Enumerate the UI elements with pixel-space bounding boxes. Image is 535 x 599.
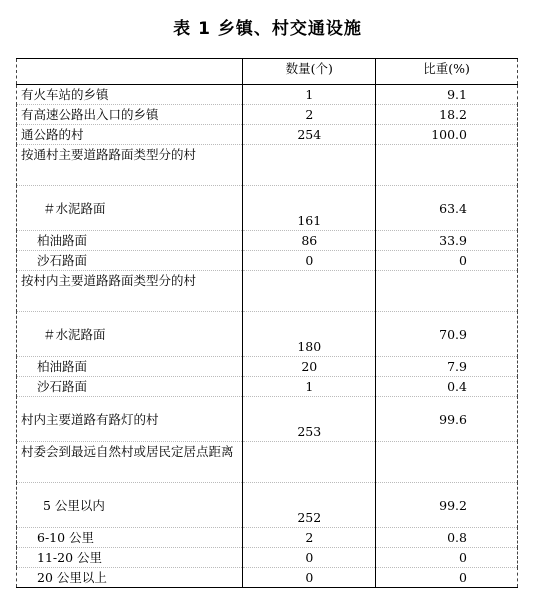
table-row: [17, 483, 518, 528]
row-label: 沙石路面: [17, 251, 243, 271]
table-row: [17, 357, 518, 377]
row-label: 6-10 公里: [17, 528, 243, 548]
table-title: 表 1 乡镇、村交通设施: [173, 19, 362, 39]
table-section-row: [17, 271, 518, 312]
row-count: 254: [243, 125, 376, 145]
row-percentage: [376, 442, 518, 483]
row-percentage: 7.9: [376, 357, 518, 377]
table-section-row: [17, 442, 518, 483]
row-percentage: 99.6: [376, 397, 518, 442]
table-row: [17, 186, 518, 231]
row-label: ＃水泥路面: [17, 186, 243, 231]
row-label: 有火车站的乡镇: [17, 85, 243, 105]
row-count: 86: [243, 231, 376, 251]
row-count: 180: [243, 312, 376, 357]
section-label: 按通村主要道路路面类型分的村: [17, 145, 243, 186]
row-count: [243, 271, 376, 312]
table-row: [17, 312, 518, 357]
table-row: [17, 568, 518, 588]
row-percentage: 99.2: [376, 483, 518, 528]
row-percentage: 9.1: [376, 85, 518, 105]
row-label: 村内主要道路有路灯的村: [17, 397, 243, 442]
table-row: [17, 251, 518, 271]
table-row: [17, 231, 518, 251]
row-percentage: 33.9: [376, 231, 518, 251]
table-row: [17, 377, 518, 397]
row-label: 柏油路面: [17, 357, 243, 377]
table-row: [17, 125, 518, 145]
row-percentage: 0.8: [376, 528, 518, 548]
row-count: 2: [243, 105, 376, 125]
row-count: 20: [243, 357, 376, 377]
row-percentage: 0: [376, 548, 518, 568]
row-label: 5 公里以内: [17, 483, 243, 528]
row-count: 0: [243, 548, 376, 568]
row-percentage: 0.4: [376, 377, 518, 397]
row-percentage: 63.4: [376, 186, 518, 231]
row-percentage: 0: [376, 568, 518, 588]
section-label: 按村内主要道路路面类型分的村: [17, 271, 243, 312]
table-row: [17, 105, 518, 125]
row-label: 通公路的村: [17, 125, 243, 145]
row-count: 252: [243, 483, 376, 528]
header-item: [17, 59, 243, 85]
table-row: [17, 397, 518, 442]
row-percentage: 0: [376, 251, 518, 271]
row-count: 1: [243, 377, 376, 397]
row-percentage: 18.2: [376, 105, 518, 125]
row-count: 2: [243, 528, 376, 548]
table-row: [17, 85, 518, 105]
row-count: 0: [243, 251, 376, 271]
row-percentage: [376, 145, 518, 186]
table-header-row: [17, 59, 518, 85]
row-percentage: 70.9: [376, 312, 518, 357]
section-label: 村委会到最远自然村或居民定居点距离: [17, 442, 243, 483]
row-label: ＃水泥路面: [17, 312, 243, 357]
row-label: 沙石路面: [17, 377, 243, 397]
table-row: [17, 548, 518, 568]
table-section-row: [17, 145, 518, 186]
table-row: [17, 528, 518, 548]
row-count: 161: [243, 186, 376, 231]
row-label: 11-20 公里: [17, 548, 243, 568]
header-percentage: 比重(%): [376, 59, 518, 85]
row-count: 253: [243, 397, 376, 442]
row-count: [243, 442, 376, 483]
row-percentage: 100.0: [376, 125, 518, 145]
row-count: 0: [243, 568, 376, 588]
transport-facilities-table: [16, 58, 518, 588]
row-count: [243, 145, 376, 186]
header-count: 数量(个): [243, 59, 376, 85]
row-label: 柏油路面: [17, 231, 243, 251]
row-label: 有高速公路出入口的乡镇: [17, 105, 243, 125]
row-label: 20 公里以上: [17, 568, 243, 588]
row-percentage: [376, 271, 518, 312]
row-count: 1: [243, 85, 376, 105]
